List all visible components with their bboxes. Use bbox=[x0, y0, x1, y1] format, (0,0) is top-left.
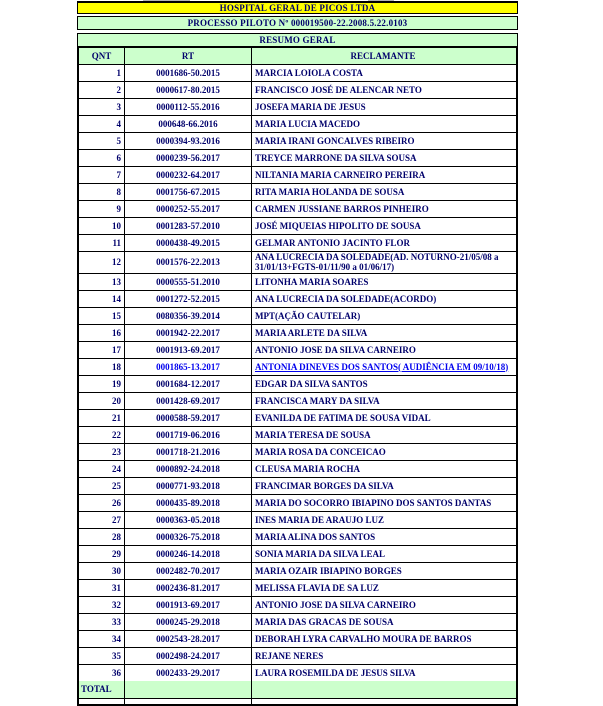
row-qnt: 2 bbox=[116, 84, 121, 95]
row-rt: 0000438-49.2015 bbox=[124, 235, 252, 251]
row-qnt: 22 bbox=[112, 429, 121, 440]
row-rt: 0000239-56.2017 bbox=[124, 150, 252, 166]
process-title-banner: PROCESSO PILOTO Nº 000019500-22.2008.5.22.0103 bbox=[77, 16, 518, 30]
row-rt: 0001913-69.2017 bbox=[124, 597, 252, 613]
row-rt: 0001942-22.2017 bbox=[124, 325, 252, 341]
total-label: TOTAL bbox=[81, 684, 112, 695]
row-reclamante: MARIA IRANI GONCALVES RIBEIRO bbox=[255, 135, 415, 146]
table-row bbox=[79, 235, 516, 252]
row-qnt: 31 bbox=[112, 582, 121, 593]
table-row bbox=[79, 614, 516, 631]
table-row bbox=[79, 665, 516, 681]
table-row bbox=[79, 529, 516, 546]
table-row bbox=[79, 308, 516, 325]
row-reclamante: MARIA DO SOCORRO IBIAPINO DOS SANTOS DANTAS bbox=[255, 497, 492, 508]
row-reclamante: EVANILDA DE FATIMA DE SOUSA VIDAL bbox=[255, 412, 431, 423]
row-reclamante: SONIA MARIA DA SILVA LEAL bbox=[255, 548, 386, 559]
summary-table bbox=[77, 47, 518, 706]
row-qnt: 14 bbox=[112, 293, 121, 304]
table-row bbox=[79, 410, 516, 427]
row-qnt: 18 bbox=[112, 361, 121, 372]
row-rt: 0000363-05.2018 bbox=[124, 512, 252, 528]
row-qnt: 20 bbox=[112, 395, 121, 406]
row-qnt: 29 bbox=[112, 548, 121, 559]
row-qnt: 33 bbox=[112, 616, 121, 627]
table-row bbox=[79, 99, 516, 116]
row-rt: 0001686-50.2015 bbox=[124, 65, 252, 81]
row-rt: 0000245-29.2018 bbox=[124, 614, 252, 630]
table-row bbox=[79, 274, 516, 291]
row-reclamante: LITONHA MARIA SOARES bbox=[255, 276, 369, 287]
row-rt: 0080356-39.2014 bbox=[124, 308, 252, 324]
row-reclamante: CLEUSA MARIA ROCHA bbox=[255, 463, 361, 474]
row-rt: 0001865-13.2017 bbox=[124, 359, 252, 375]
table-row bbox=[79, 116, 516, 133]
row-rt: 0001719-06.2016 bbox=[124, 427, 252, 443]
row-qnt: 36 bbox=[112, 667, 121, 678]
row-qnt: 15 bbox=[112, 310, 121, 321]
row-qnt: 9 bbox=[116, 203, 121, 214]
reclamante-column-header: RECLAMANTE bbox=[350, 50, 416, 61]
row-reclamante: MPT(AÇÃO CAUTELAR) bbox=[255, 310, 361, 321]
row-reclamante: ANTONIO JOSE DA SILVA CARNEIRO bbox=[255, 344, 416, 355]
row-qnt: 11 bbox=[112, 237, 121, 248]
row-rt: 000648-66.2016 bbox=[124, 116, 252, 132]
row-qnt: 6 bbox=[116, 152, 121, 163]
table-row bbox=[79, 512, 516, 529]
row-rt: 0000252-55.2017 bbox=[124, 201, 252, 217]
table-row bbox=[79, 427, 516, 444]
row-qnt: 17 bbox=[112, 344, 121, 355]
company-title-banner: HOSPITAL GERAL DE PICOS LTDA bbox=[77, 1, 518, 14]
row-qnt: 5 bbox=[116, 135, 121, 146]
row-rt: 0000394-93.2016 bbox=[124, 133, 252, 149]
table-body bbox=[79, 65, 516, 681]
row-rt: 0000892-24.2018 bbox=[124, 461, 252, 477]
table-row bbox=[79, 184, 516, 201]
document-sheet bbox=[77, 1, 518, 706]
row-rt: 0000112-55.2016 bbox=[124, 99, 252, 115]
row-qnt: 32 bbox=[112, 599, 121, 610]
row-rt: 0002436-81.2017 bbox=[124, 580, 252, 596]
table-row bbox=[79, 252, 516, 274]
table-row bbox=[79, 546, 516, 563]
row-rt: 0001576-22.2013 bbox=[124, 252, 252, 273]
row-qnt: 19 bbox=[112, 378, 121, 389]
table-row bbox=[79, 291, 516, 308]
row-reclamante: TREYCE MARRONE DA SILVA SOUSA bbox=[255, 152, 417, 163]
row-reclamante: MARIA DAS GRACAS DE SOUSA bbox=[255, 616, 394, 627]
row-qnt: 30 bbox=[112, 565, 121, 576]
row-qnt: 27 bbox=[112, 514, 121, 525]
table-row bbox=[79, 218, 516, 235]
row-qnt: 7 bbox=[116, 169, 121, 180]
table-row bbox=[79, 631, 516, 648]
row-rt: 0002543-28.2017 bbox=[124, 631, 252, 647]
table-header-row bbox=[79, 48, 516, 65]
row-reclamante: EDGAR DA SILVA SANTOS bbox=[255, 378, 368, 389]
table-row bbox=[79, 461, 516, 478]
row-reclamante: INES MARIA DE ARAUJO LUZ bbox=[255, 514, 385, 525]
row-rt: 0001913-69.2017 bbox=[124, 342, 252, 358]
row-qnt: 24 bbox=[112, 463, 121, 474]
row-reclamante: DEBORAH LYRA CARVALHO MOURA DE BARROS bbox=[255, 633, 472, 644]
row-rt: 0001718-21.2016 bbox=[124, 444, 252, 460]
row-qnt: 21 bbox=[112, 412, 121, 423]
row-rt: 0002433-29.2017 bbox=[124, 665, 252, 681]
table-row bbox=[79, 133, 516, 150]
row-qnt: 10 bbox=[112, 220, 121, 231]
row-rt: 0001684-12.2017 bbox=[124, 376, 252, 392]
total-row bbox=[79, 681, 516, 699]
row-rt: 0000435-89.2018 bbox=[124, 495, 252, 511]
row-rt: 0002482-70.2017 bbox=[124, 563, 252, 579]
row-rt: 0000246-14.2018 bbox=[124, 546, 252, 562]
table-row bbox=[79, 495, 516, 512]
row-reclamante: MARIA ROSA DA CONCEICAO bbox=[255, 446, 386, 457]
row-qnt: 35 bbox=[112, 650, 121, 661]
row-reclamante: ANTONIO JOSE DA SILVA CARNEIRO bbox=[255, 599, 416, 610]
row-reclamante: JOSÉ MIQUEIAS HIPOLITO DE SOUSA bbox=[255, 220, 421, 231]
row-qnt: 16 bbox=[112, 327, 121, 338]
row-qnt: 28 bbox=[112, 531, 121, 542]
row-qnt: 26 bbox=[112, 497, 121, 508]
row-rt: 0000617-80.2015 bbox=[124, 82, 252, 98]
table-row bbox=[79, 342, 516, 359]
row-reclamante: CARMEN JUSSIANE BARROS PINHEIRO bbox=[255, 203, 429, 214]
table-row bbox=[79, 325, 516, 342]
row-reclamante: MARIA ARLETE DA SILVA bbox=[255, 327, 368, 338]
table-row bbox=[79, 201, 516, 218]
summary-title-banner: RESUMO GERAL bbox=[77, 33, 518, 47]
row-reclamante: RITA MARIA HOLANDA DE SOUSA bbox=[255, 186, 405, 197]
row-rt: 0002498-24.2017 bbox=[124, 648, 252, 664]
qnt-column-header: QNT bbox=[91, 50, 112, 61]
row-qnt: 4 bbox=[116, 118, 121, 129]
row-rt: 0001756-67.2015 bbox=[124, 184, 252, 200]
row-reclamante: MARCIA LOIOLA COSTA bbox=[255, 67, 363, 78]
row-rt: 0000326-75.2018 bbox=[124, 529, 252, 545]
table-row bbox=[79, 444, 516, 461]
row-reclamante: FRANCIMAR BORGES DA SILVA bbox=[255, 480, 394, 491]
row-rt: 0001428-69.2017 bbox=[124, 393, 252, 409]
row-qnt: 12 bbox=[112, 257, 121, 268]
rt-column-header: RT bbox=[124, 48, 252, 64]
row-qnt: 1 bbox=[116, 67, 121, 78]
row-reclamante: NILTANIA MARIA CARNEIRO PEREIRA bbox=[255, 169, 426, 180]
row-reclamante: ANA LUCRECIA DA SOLEDADE(ACORDO) bbox=[255, 293, 437, 304]
row-reclamante: MELISSA FLAVIA DE SA LUZ bbox=[255, 582, 379, 593]
table-row bbox=[79, 563, 516, 580]
row-rt: 0000588-59.2017 bbox=[124, 410, 252, 426]
table-row bbox=[79, 376, 516, 393]
table-row bbox=[79, 478, 516, 495]
row-rt: 0001283-57.2010 bbox=[124, 218, 252, 234]
table-row bbox=[79, 82, 516, 99]
total-rt-cell-empty bbox=[124, 681, 252, 698]
table-row bbox=[79, 580, 516, 597]
row-qnt: 3 bbox=[116, 101, 121, 112]
row-reclamante: REJANE NERES bbox=[255, 650, 324, 661]
table-row bbox=[79, 597, 516, 614]
table-row bbox=[79, 150, 516, 167]
row-rt: 0000232-64.2017 bbox=[124, 167, 252, 183]
row-qnt: 34 bbox=[112, 633, 121, 644]
row-reclamante: ANA LUCRECIA DA SOLEDADE(AD. NOTURNO-21/05/08 a 31/01/13+FGTS-01/11/90 a 01/06/17) bbox=[255, 252, 499, 273]
table-row bbox=[79, 359, 516, 376]
row-rt: 0001272-52.2015 bbox=[124, 291, 252, 307]
row-reclamante: JOSEFA MARIA DE JESUS bbox=[255, 101, 366, 112]
table-row bbox=[79, 167, 516, 184]
row-rt: 0000771-93.2018 bbox=[124, 478, 252, 494]
row-reclamante: MARIA TERESA DE SOUSA bbox=[255, 429, 371, 440]
partial-next-row bbox=[79, 699, 516, 704]
total-reclamante-cell-empty bbox=[252, 681, 516, 698]
row-rt: 0000555-51.2010 bbox=[124, 274, 252, 290]
row-reclamante: FRANCISCA MARY DA SILVA bbox=[255, 395, 380, 406]
row-qnt: 25 bbox=[112, 480, 121, 491]
row-qnt: 8 bbox=[116, 186, 121, 197]
row-reclamante: MARIA OZAIR IBIAPINO BORGES bbox=[255, 565, 402, 576]
row-qnt: 13 bbox=[112, 276, 121, 287]
table-row bbox=[79, 648, 516, 665]
row-reclamante: GELMAR ANTONIO JACINTO FLOR bbox=[255, 237, 410, 248]
table-row bbox=[79, 65, 516, 82]
row-reclamante: LAURA ROSEMILDA DE JESUS SILVA bbox=[255, 667, 416, 678]
row-reclamante: ANTONIA DINEVES DOS SANTOS( AUDIÊNCIA EM 09/10/18) bbox=[255, 361, 509, 372]
row-reclamante: MARIA LUCIA MACEDO bbox=[255, 118, 361, 129]
row-qnt: 23 bbox=[112, 446, 121, 457]
table-row bbox=[79, 393, 516, 410]
row-reclamante: MARIA ALINA DOS SANTOS bbox=[255, 531, 376, 542]
row-reclamante: FRANCISCO JOSÉ DE ALENCAR NETO bbox=[255, 84, 422, 95]
